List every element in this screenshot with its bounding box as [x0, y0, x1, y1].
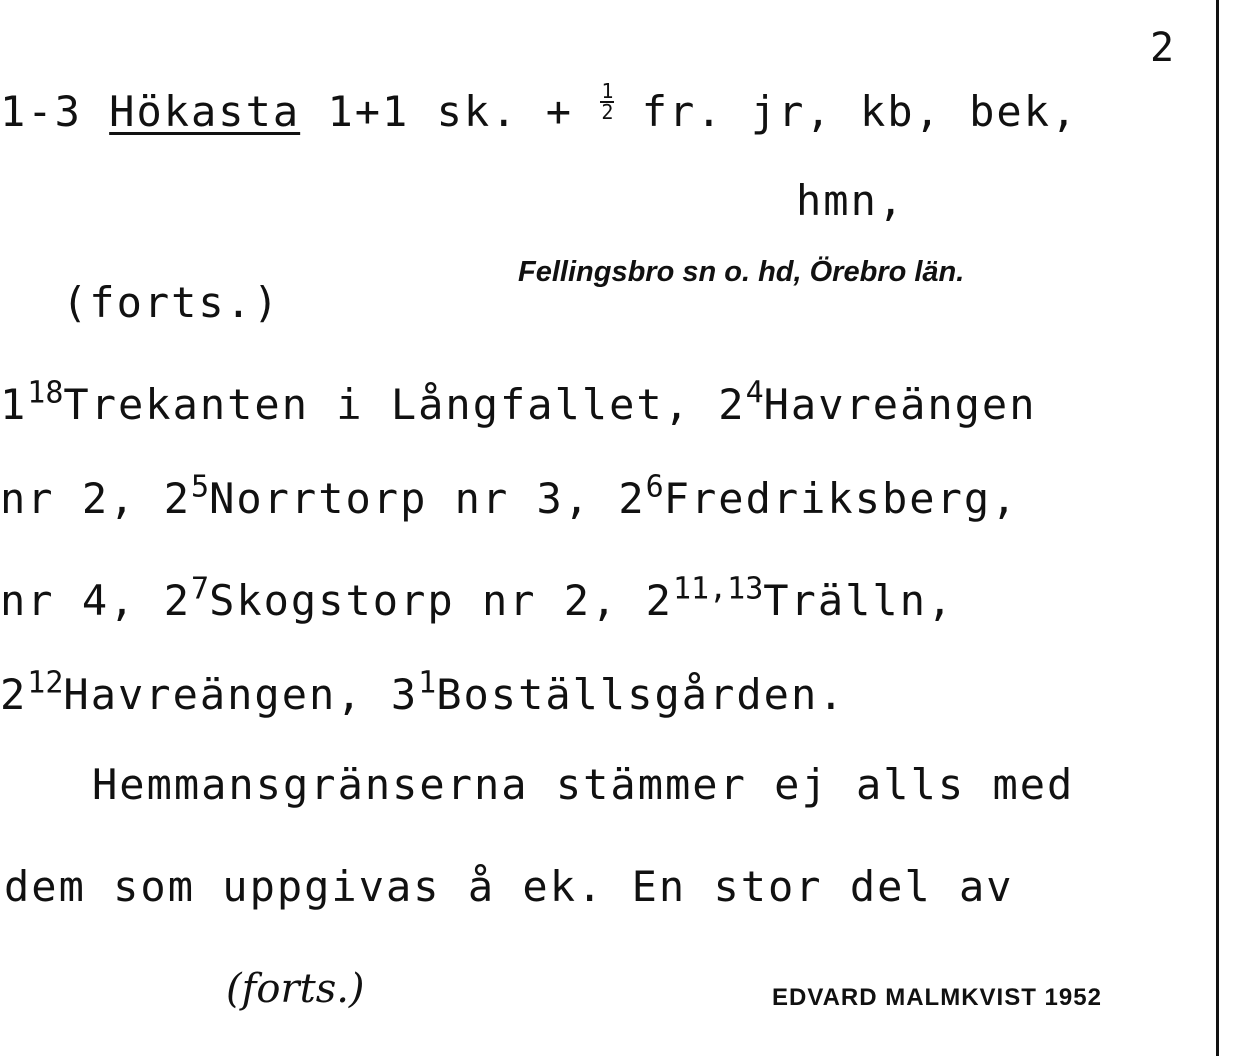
heading-line-2: hmn, [796, 176, 906, 225]
body-line-5: Hemmansgränserna stämmer ej alls med [92, 760, 1075, 809]
heading-rest: fr. jr, kb, bek, [641, 87, 1079, 136]
body-line-3: nr 4, $2^7Skogstorp$ nr 2, 2$^{11,13}$Trälln, [0, 571, 955, 625]
body-line-4: $2^{12}Havreängen$, $3^1Boställsgården$. [0, 665, 846, 719]
body-line-1: $1^{18}Trekanten$ i Långfallet, $2^4Havreängen$ [0, 375, 1037, 429]
location-stamp: Fellingsbro sn o. hd, Örebro län. [518, 256, 965, 288]
author-signature: EDVARD MALMKVIST 1952 [772, 984, 1102, 1011]
card-right-edge [1216, 0, 1219, 1056]
continued-bottom-handwritten: (forts.) [226, 966, 365, 1012]
quota: 1+1 sk. + [327, 87, 574, 136]
body-line-2: nr 2, $2^5Norrtorp$ nr 3, $2^6Fredriksberg$, [0, 469, 1019, 523]
parcel-numbers: 1-3 [0, 87, 82, 136]
page-number: 2 [1150, 25, 1177, 71]
body-line-6: dem som uppgivas å ek. En stor del av [4, 862, 1014, 911]
continued-top: (forts.) [62, 278, 281, 327]
place-name: Hökasta [109, 87, 301, 136]
heading-line [0, 79, 1079, 136]
half-fraction: $\frac{1}{2}$ [601, 79, 614, 124]
